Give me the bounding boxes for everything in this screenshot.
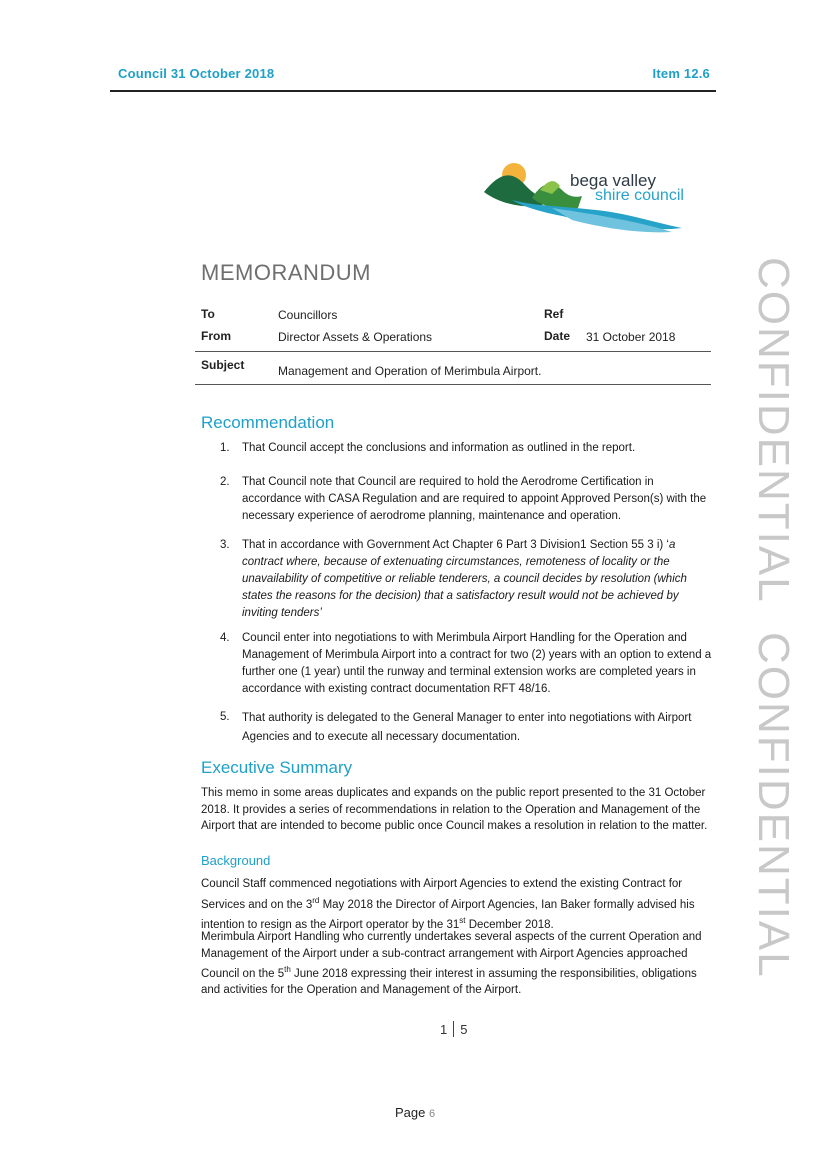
memo-title: MEMORANDUM bbox=[201, 260, 371, 285]
list-item-text: That Council accept the conclusions and information as outlined in the report. bbox=[242, 442, 636, 454]
from-value: Director Assets & Operations bbox=[278, 330, 433, 344]
from-label: From bbox=[201, 329, 231, 343]
background-p1-sup1: rd bbox=[312, 895, 320, 905]
to-label: To bbox=[201, 307, 215, 321]
list-item-text bbox=[242, 537, 712, 622]
page-footer-number: 6 bbox=[429, 1108, 436, 1120]
pagination-separator bbox=[453, 1021, 454, 1037]
background-p2-sup: th bbox=[284, 965, 291, 974]
background-p2-part-a: Merimbula Airport Handling who currently undertakes several aspects of the current Operation and Management of the Airport under a sub-contract arrangement with Airport Agencies approached Council on the 5 bbox=[201, 931, 702, 980]
logo-text-line2: shire council bbox=[595, 187, 684, 204]
council-logo-graphic bbox=[482, 150, 702, 240]
list-item-number: 2. bbox=[220, 476, 230, 488]
pagination-total: 5 bbox=[460, 1022, 468, 1037]
page-footer bbox=[395, 1105, 435, 1120]
list-item-text: Council enter into negotiations to with Merimbula Airport Handling for the Operation and Management of Merimbula Airport into a contract for two (2) years with an option to extend a further one (1 year) until the runway and terminal extension works are completed years in accordance with existing contract documentation RFT 48/16. bbox=[242, 632, 712, 695]
confidential-watermark-text-1: CONFIDENTIAL bbox=[749, 257, 798, 604]
date-label: Date bbox=[544, 329, 571, 343]
list-item-text: That authority is delegated to the General Manager to enter into negotiations with Airport Agencies and to execute all necessary documentation. bbox=[242, 712, 692, 743]
ref-label: Ref bbox=[544, 307, 564, 321]
pagination bbox=[440, 1021, 467, 1037]
header-meeting-date: Council 31 October 2018 bbox=[118, 66, 275, 81]
list-item-number: 3. bbox=[220, 539, 230, 551]
list-item-number: 1. bbox=[220, 442, 230, 454]
memo-divider-bottom bbox=[195, 384, 711, 385]
background-p1-sup2: st bbox=[459, 915, 466, 925]
list-item-text-plain: That in accordance with Government Act Chapter 6 Part 3 Division1 Section 55 3 i) ‘ bbox=[242, 539, 669, 551]
background-paragraph-1 bbox=[201, 876, 716, 933]
council-logo bbox=[482, 150, 702, 240]
header-divider bbox=[110, 90, 716, 92]
list-item-text: That Council note that Council are required to hold the Aerodrome Certification in accordance with CASA Regulation and are required to appoint Approved Person(s) with the necessary experience of aerodrome planning, maintenance and operation. bbox=[242, 476, 707, 522]
header-item-number: Item 12.6 bbox=[652, 66, 710, 81]
recommendation-heading: Recommendation bbox=[201, 413, 335, 432]
executive-summary-heading: Executive Summary bbox=[201, 758, 353, 777]
date-value: 31 October 2018 bbox=[586, 330, 676, 344]
list-item-number: 4. bbox=[220, 632, 230, 644]
to-value: Councillors bbox=[278, 308, 338, 322]
subject-value: Management and Operation of Merimbula Airport. bbox=[278, 364, 542, 378]
background-p1-part-c: December 2018. bbox=[465, 918, 554, 931]
confidential-watermark bbox=[749, 257, 798, 979]
memo-divider-top bbox=[195, 351, 711, 352]
pagination-current: 1 bbox=[440, 1022, 448, 1037]
background-heading: Background bbox=[201, 853, 271, 868]
confidential-watermark-text-2: CONFIDENTIAL bbox=[749, 632, 798, 979]
background-paragraph-2 bbox=[201, 929, 716, 999]
page-footer-label: Page bbox=[395, 1105, 426, 1120]
list-item-number: 5. bbox=[220, 711, 230, 723]
executive-summary-text: This memo in some areas duplicates and expands on the public report presented to the 31 October 2018. It provides a series of recommendations in relation to the Operation and Management of the Airport that are intended to become public once Council makes a resolution in relation to the matter. bbox=[201, 787, 708, 832]
background-p1-part-a: Council Staff commenced negotiations with Airport Agencies to extend the existing Contract for Services and on the 3 bbox=[201, 878, 683, 911]
logo-text-line1: bega valley bbox=[570, 171, 657, 190]
background-p1-part-b: May 2018 the Director of Airport Agencies, Ian Baker formally advised his intention to resign as the Airport operator by the 31 bbox=[201, 898, 695, 931]
subject-label: Subject bbox=[201, 358, 245, 372]
list-item-text-quote: a contract where, because of extenuating circumstances, remoteness of locality or the unavailability of competitive or reliable tenderers, a council decides by resolution (which states the reasons for the decision) that a satisfactory result would not be achieved by inviting tenders’ bbox=[242, 539, 687, 619]
background-p2-part-b: June 2018 expressing their interest in assuming the responsibilities, obligations and activities for the Operation and Management of the Airport. bbox=[201, 967, 697, 997]
